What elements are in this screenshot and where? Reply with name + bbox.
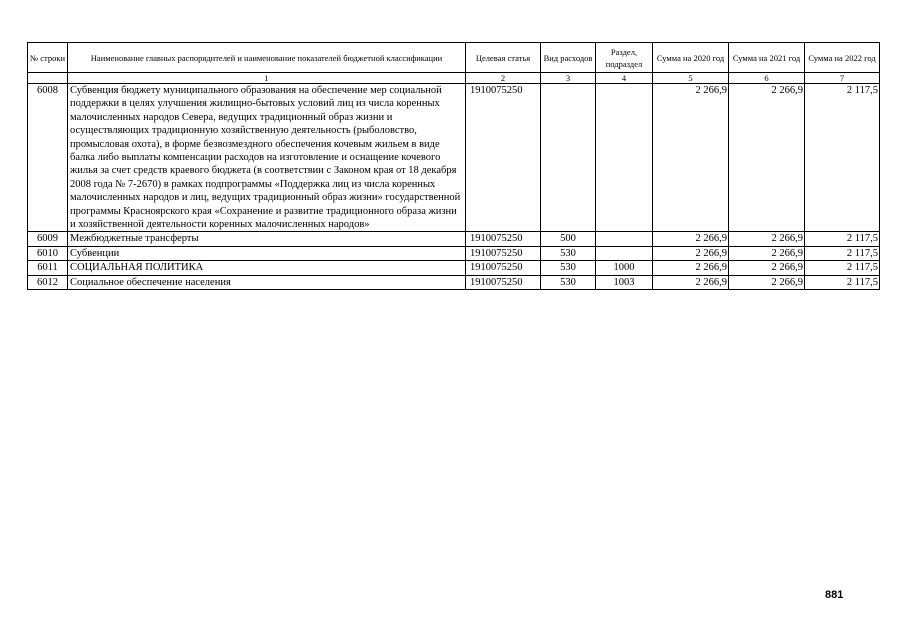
header-row-number: № строки [28, 43, 68, 73]
row-sum-2020: 2 266,9 [653, 84, 729, 232]
row-sum-2020: 2 266,9 [653, 261, 729, 275]
row-expense-type: 530 [541, 246, 596, 260]
row-target-article: 1910075250 [466, 84, 541, 232]
row-expense-type [541, 84, 596, 232]
row-name: Субвенция бюджету муниципального образования на обеспечение мер социальной поддержки в целях улучшения жилищно-бытовых условий лиц из числа коренных малочисленных народов Севера, ведущих традиционный образ жизни и осуществляющих традиционную хозяйственную деятельность (рыболовство, промысловая охота), в форме безвозмездного обеспечения кочевым жильем в виде балка либо выплаты компенсации расходов на изготовление и оснащение кочевого жилья за счет средств краевого бюджета (в соответствии с Законом края от 18 декабря 2008 года № 7-2670) в рамках подпрограммы «Поддержка лиц из числа коренных малочисленных народов и лиц, ведущих традиционный образ жизни» государственной программы Красноярского края «Сохранение и развитие традиционного образа жизни и хозяйственной деятельности коренных малочисленных народов» [68, 84, 466, 232]
row-sum-2021: 2 266,9 [729, 261, 805, 275]
table-row [28, 232, 880, 246]
row-target-article: 1910075250 [466, 275, 541, 289]
column-number: 3 [541, 73, 596, 84]
header-name: Наименование главных распорядителей и наименование показателей бюджетной классификации [68, 43, 466, 73]
page-number: 881 [825, 589, 844, 601]
row-sum-2022: 2 117,5 [805, 261, 880, 275]
header-section: Раздел, подраздел [596, 43, 653, 73]
row-name: СОЦИАЛЬНАЯ ПОЛИТИКА [68, 261, 466, 275]
column-number: 2 [466, 73, 541, 84]
row-sum-2020: 2 266,9 [653, 246, 729, 260]
row-name: Социальное обеспечение населения [68, 275, 466, 289]
row-section [596, 246, 653, 260]
column-number: 1 [68, 73, 466, 84]
column-number: 5 [653, 73, 729, 84]
row-target-article: 1910075250 [466, 246, 541, 260]
row-number: 6008 [28, 84, 68, 232]
row-target-article: 1910075250 [466, 232, 541, 246]
table-row [28, 275, 880, 289]
column-number: 4 [596, 73, 653, 84]
row-number: 6011 [28, 261, 68, 275]
row-sum-2022: 2 117,5 [805, 84, 880, 232]
header-sum-2020: Сумма на 2020 год [653, 43, 729, 73]
table-row [28, 246, 880, 260]
table-body [28, 84, 880, 290]
row-section [596, 232, 653, 246]
budget-table [27, 42, 880, 290]
column-number-row [28, 73, 880, 84]
row-section [596, 84, 653, 232]
table-row [28, 84, 880, 232]
row-expense-type: 530 [541, 261, 596, 275]
row-section: 1003 [596, 275, 653, 289]
table-header [28, 43, 880, 73]
row-name: Субвенции [68, 246, 466, 260]
header-expense-type: Вид расходов [541, 43, 596, 73]
row-expense-type: 500 [541, 232, 596, 246]
row-sum-2020: 2 266,9 [653, 275, 729, 289]
row-sum-2022: 2 117,5 [805, 232, 880, 246]
row-sum-2021: 2 266,9 [729, 246, 805, 260]
row-name: Межбюджетные трансферты [68, 232, 466, 246]
column-number: 7 [805, 73, 880, 84]
row-sum-2020: 2 266,9 [653, 232, 729, 246]
header-target-article: Целевая статья [466, 43, 541, 73]
header-sum-2022: Сумма на 2022 год [805, 43, 880, 73]
row-sum-2021: 2 266,9 [729, 84, 805, 232]
row-sum-2022: 2 117,5 [805, 246, 880, 260]
row-sum-2022: 2 117,5 [805, 275, 880, 289]
row-sum-2021: 2 266,9 [729, 232, 805, 246]
row-sum-2021: 2 266,9 [729, 275, 805, 289]
row-section: 1000 [596, 261, 653, 275]
table-row [28, 261, 880, 275]
column-number [28, 73, 68, 84]
row-number: 6010 [28, 246, 68, 260]
row-number: 6009 [28, 232, 68, 246]
column-number: 6 [729, 73, 805, 84]
header-sum-2021: Сумма на 2021 год [729, 43, 805, 73]
row-number: 6012 [28, 275, 68, 289]
row-expense-type: 530 [541, 275, 596, 289]
row-target-article: 1910075250 [466, 261, 541, 275]
